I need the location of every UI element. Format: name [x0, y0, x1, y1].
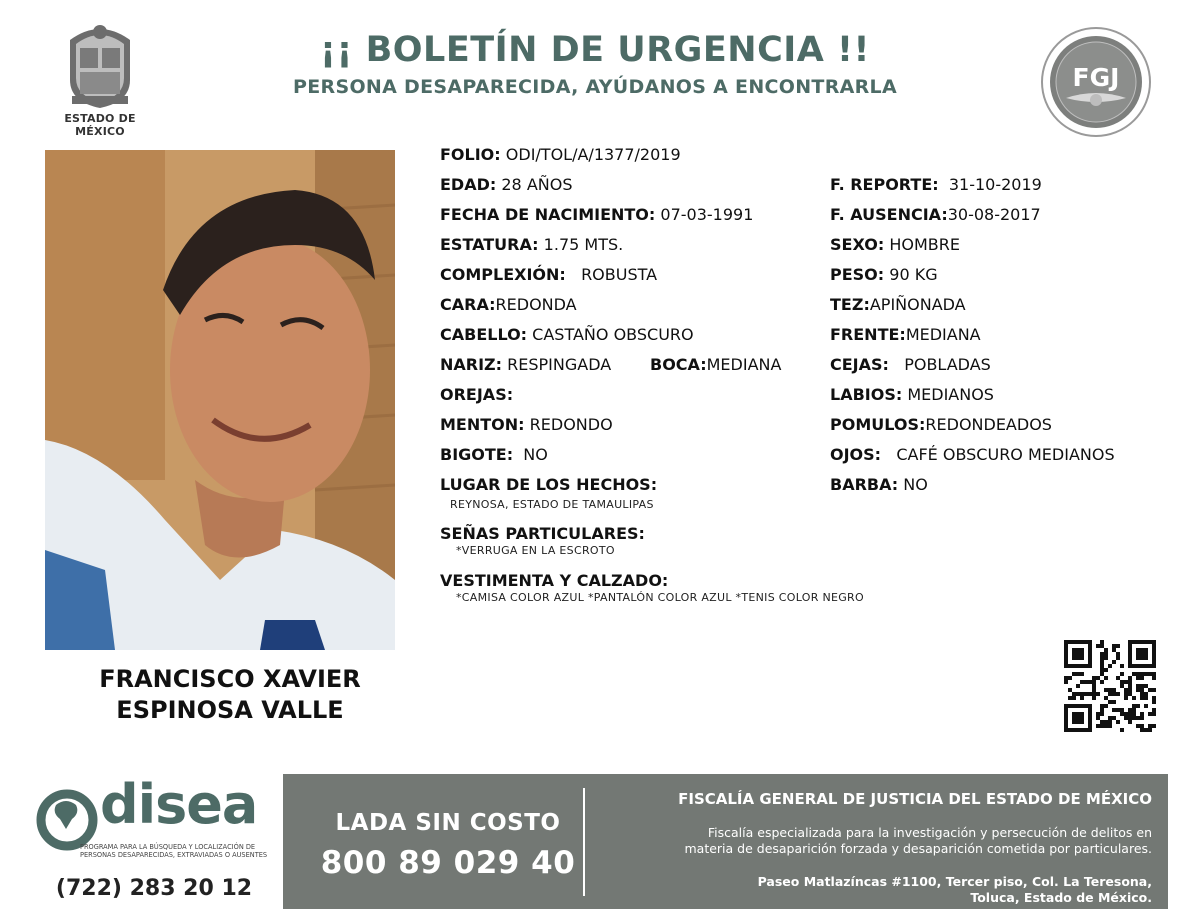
field-value: MEDIANOS [907, 385, 994, 404]
field-folio [440, 145, 681, 164]
field-value: MEDIANA [905, 325, 981, 344]
field-value: 30-08-2017 [947, 205, 1041, 224]
field-bigote [440, 445, 548, 464]
bulletin-title: ¡¡ BOLETÍN DE URGENCIA !! [320, 30, 870, 70]
field-value: CAFÉ OBSCURO MEDIANOS [896, 445, 1115, 464]
field-label: POMULOS: [830, 415, 926, 434]
senas-particulares-value: *VERRUGA EN LA ESCROTO [456, 544, 615, 557]
field-label: F. AUSENCIA: [830, 205, 948, 224]
fgj-logo-text: FGJ [1072, 63, 1120, 92]
fiscalia-description-line-2: materia de desaparición forzada y desaparición cometida por particulares. [684, 841, 1152, 856]
field-value: 28 AÑOS [501, 175, 573, 194]
field-complexion [440, 265, 657, 284]
field-fecha-nacimiento [440, 205, 753, 224]
field-label: CABELLO: [440, 325, 528, 344]
field-tez [830, 295, 966, 314]
field-value: NO [523, 445, 548, 464]
toll-free-number[interactable]: 800 89 029 40 [320, 845, 576, 881]
fgj-logo [1040, 26, 1152, 138]
field-label: COMPLEXIÓN: [440, 265, 566, 284]
field-label: NARIZ: [440, 355, 503, 374]
field-label: BARBA: [830, 475, 899, 494]
field-value: REDONDO [529, 415, 613, 434]
bulletin-subtitle: PERSONA DESAPARECIDA, AYÚDANOS A ENCONTRARLA [293, 76, 897, 98]
field-cara [440, 295, 577, 314]
field-fecha-ausencia [830, 205, 1041, 224]
field-label: SEXO: [830, 235, 885, 254]
field-value: REDONDEADOS [925, 415, 1052, 434]
estado-de-mexico-logo [40, 18, 160, 138]
field-value: ROBUSTA [581, 265, 658, 284]
fiscalia-description-line-1: Fiscalía especializada para la investigación y persecución de delitos en [707, 825, 1152, 840]
field-label: TEZ: [830, 295, 870, 314]
field-label: FOLIO: [440, 145, 501, 164]
person-name-line-1: FRANCISCO XAVIER [99, 665, 361, 693]
person-name-line-2: ESPINOSA VALLE [116, 696, 344, 724]
field-estatura [440, 235, 623, 254]
field-value: MEDIANA [706, 355, 782, 374]
odisea-phone[interactable]: (722) 283 20 12 [55, 876, 253, 901]
field-value: NO [903, 475, 928, 494]
field-label: EDAD: [440, 175, 497, 194]
field-value: APIÑONADA [869, 295, 966, 314]
field-label: BIGOTE: [440, 445, 514, 464]
field-menton [440, 415, 613, 434]
field-label: PESO: [830, 265, 885, 284]
field-value: REDONDA [495, 295, 577, 314]
lugar-hechos-value: REYNOSA, ESTADO DE TAMAULIPAS [450, 498, 654, 511]
odisea-logo [36, 773, 276, 873]
section-label: LUGAR DE LOS HECHOS: [440, 475, 658, 494]
fiscalia-description [600, 825, 1152, 857]
field-peso [830, 265, 938, 284]
field-label: MENTON: [440, 415, 525, 434]
address-line-1: Paseo Matlazíncas #1100, Tercer piso, Col. La Teresona, [757, 874, 1152, 889]
odisea-location-icon [36, 789, 98, 851]
field-pomulos [830, 415, 1052, 434]
field-orejas [440, 385, 513, 404]
field-value: POBLADAS [904, 355, 991, 374]
fiscalia-title: FISCALÍA GENERAL DE JUSTICIA DEL ESTADO DE MÉXICO [678, 790, 1152, 808]
field-label: BOCA: [650, 355, 707, 374]
odisea-wordmark: disea [100, 773, 258, 836]
field-label: F. REPORTE: [830, 175, 939, 194]
estado-de-mexico-label: ESTADO DE MÉXICO [64, 112, 136, 138]
fiscalia-address [600, 874, 1152, 906]
odisea-description: PROGRAMA PARA LA BÚSQUEDA Y LOCALIZACIÓN DE PERSONAS DESAPARECIDAS, EXTRAVIADAS O AUSENTES [80, 843, 268, 859]
field-value: 1.75 MTS. [543, 235, 624, 254]
person-name [45, 664, 415, 726]
field-barba [830, 475, 928, 494]
missing-person-photo [45, 150, 395, 650]
field-value: HOMBRE [889, 235, 960, 254]
field-label: OJOS: [830, 445, 882, 464]
field-label: CEJAS: [830, 355, 889, 374]
field-boca [650, 355, 781, 374]
vestimenta-value: *CAMISA COLOR AZUL *PANTALÓN COLOR AZUL *TENIS COLOR NEGRO [456, 591, 864, 604]
field-edad [440, 175, 572, 194]
field-cejas [830, 355, 991, 374]
address-line-2: Toluca, Estado de México. [970, 890, 1152, 905]
field-nariz [440, 355, 611, 374]
field-label: FRENTE: [830, 325, 906, 344]
section-label: SEÑAS PARTICULARES: [440, 524, 645, 543]
section-label: VESTIMENTA Y CALZADO: [440, 571, 669, 590]
senas-particulares-label [440, 524, 645, 543]
field-frente [830, 325, 981, 344]
field-value: RESPINGADA [507, 355, 612, 374]
vestimenta-label [440, 571, 668, 590]
field-labios [830, 385, 994, 404]
field-value: CASTAÑO OBSCURO [532, 325, 694, 344]
coat-of-arms-icon [52, 18, 148, 110]
field-value: 90 KG [889, 265, 938, 284]
field-value: 31-10-2019 [948, 175, 1042, 194]
field-label: ESTATURA: [440, 235, 539, 254]
field-fecha-reporte [830, 175, 1042, 194]
field-sexo [830, 235, 960, 254]
toll-free-label: LADA SIN COSTO [335, 810, 561, 836]
field-cabello [440, 325, 694, 344]
field-label: CARA: [440, 295, 496, 314]
lugar-hechos-label [440, 475, 657, 494]
field-ojos [830, 445, 1115, 464]
qr-code[interactable] [1064, 640, 1156, 732]
field-value: 07-03-1991 [660, 205, 754, 224]
field-label: FECHA DE NACIMIENTO: [440, 205, 656, 224]
field-label: OREJAS: [440, 385, 514, 404]
field-value: ODI/TOL/A/1377/2019 [505, 145, 681, 164]
field-label: LABIOS: [830, 385, 903, 404]
